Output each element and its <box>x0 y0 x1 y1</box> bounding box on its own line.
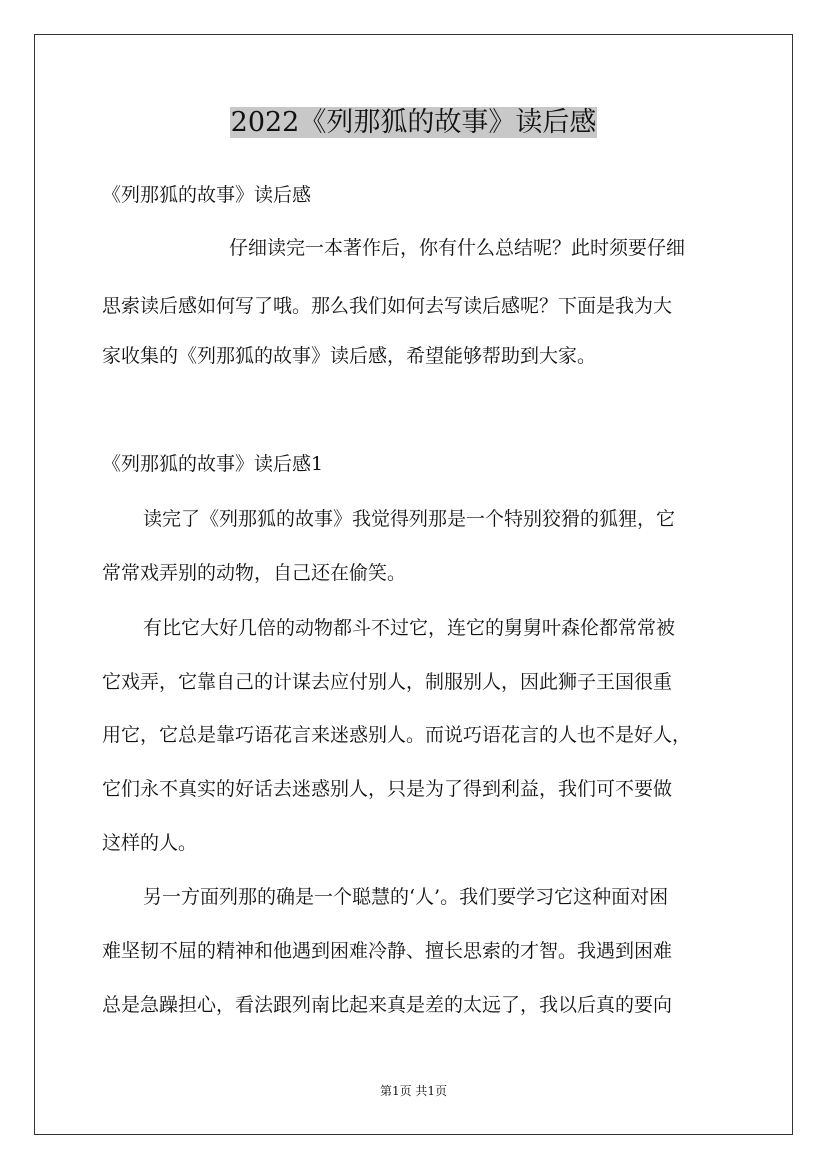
body-line-2: 常常戏弄别的动物，自己还在偷笑。 <box>102 562 407 584</box>
document-title-text: 2022《列那狐的故事》读后感 <box>230 107 597 138</box>
intro-line-2: 思索读后感如何写了哦。那么我们如何去写读后感呢？下面是我为大 <box>102 295 673 317</box>
intro-line-1: 仔细读完一本著作后，你有什么总结呢？此时须要仔细 <box>229 237 686 259</box>
body-line-3: 有比它大好几倍的动物都斗不过它，连它的舅舅叶森伦都常常被 <box>143 617 676 639</box>
intro-line-3: 家收集的《列那狐的故事》读后感，希望能够帮助到大家。 <box>102 345 597 367</box>
page-footer: 第1页 共1页 <box>379 1084 448 1098</box>
document-title <box>0 104 827 142</box>
section-heading: 《列那狐的故事》读后感1 <box>102 453 324 475</box>
body-line-8: 另一方面列那的确是一个聪慧的‘人’。我们要学习它这种面对困 <box>143 886 669 908</box>
body-line-7: 这样的人。 <box>102 832 198 854</box>
subtitle: 《列那狐的故事》读后感 <box>102 184 312 206</box>
body-line-9: 难坚韧不屈的精神和他遇到困难冷静、擅长思索的才智。我遇到困难 <box>102 940 673 962</box>
body-line-6: 它们永不真实的好话去迷惑别人，只是为了得到利益，我们可不要做 <box>102 778 673 800</box>
body-line-10: 总是急躁担心，看法跟列南比起来真是差的太远了，我以后真的要向 <box>102 994 673 1016</box>
body-line-4: 它戏弄，它靠自己的计谋去应付别人，制服别人，因此狮子王国很重 <box>102 671 673 693</box>
body-line-1: 读完了《列那狐的故事》我觉得列那是一个特别狡猾的狐狸，它 <box>143 508 676 530</box>
body-line-5: 用它，它总是靠巧语花言来迷惑别人。而说巧语花言的人也不是好人， <box>102 724 692 746</box>
